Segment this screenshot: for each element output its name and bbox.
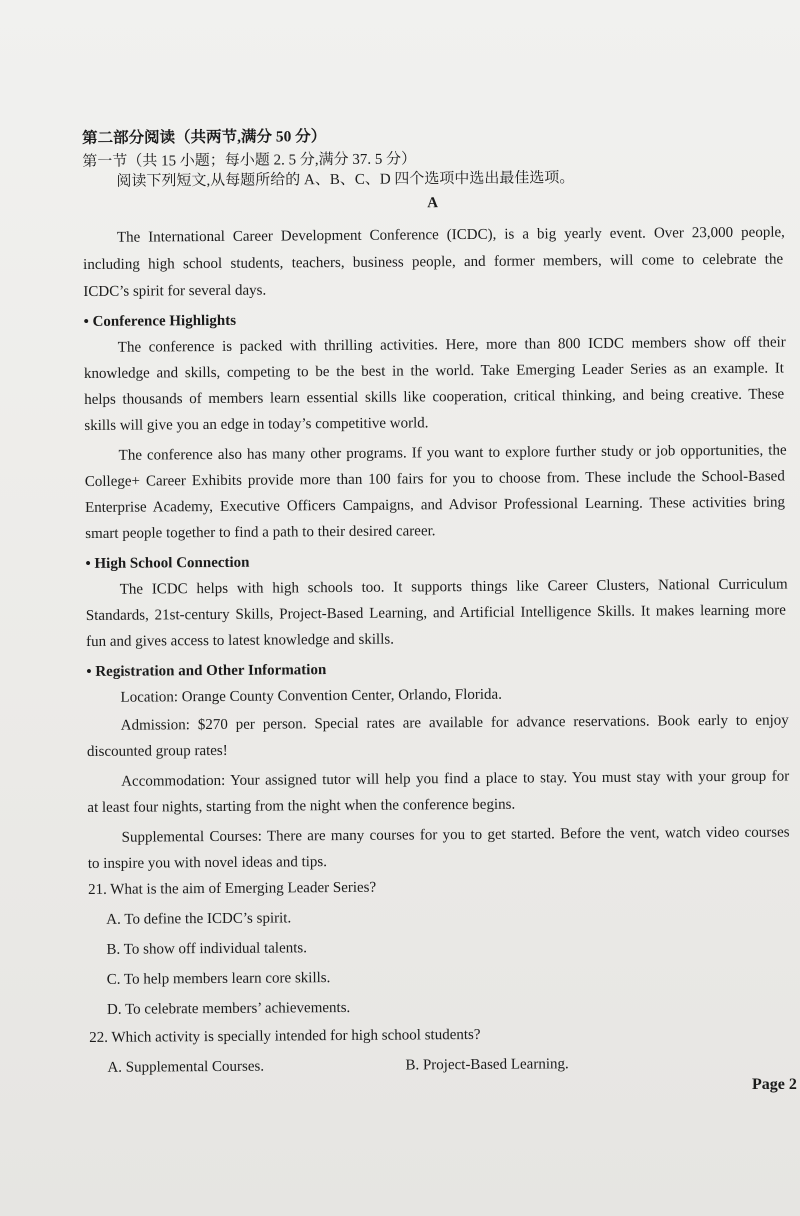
question-21-option-a: A. To define the ICDC’s spirit.	[106, 910, 292, 928]
supplemental-line-2: to inspire you with novel ideas and tips.	[87, 854, 328, 872]
highlights-p1-line-4: skills will give you an edge in today’s competitive world.	[84, 415, 429, 434]
question-21-option-c: C. To help members learn core skills.	[106, 970, 331, 988]
high-school-heading: • High School Connection	[85, 554, 250, 572]
high-school-line-1: The ICDC helps with high schools too. It supports things like Career Clusters, National Curriculum	[119, 576, 788, 598]
question-22-option-a: A. Supplemental Courses.	[107, 1058, 265, 1076]
registration-heading: • Registration and Other Information	[86, 662, 327, 680]
section-header: 第二部分阅读（共两节,满分 50 分）	[82, 128, 327, 147]
question-22-stem: 22. Which activity is specially intended for high school students?	[89, 1026, 481, 1046]
question-22-option-b: B. Project-Based Learning.	[405, 1056, 569, 1074]
accommodation-line-2: at least four nights, starting from the night when the conference begins.	[87, 796, 516, 816]
accommodation-line-1: Accommodation: Your assigned tutor will help you find a place to stay. You must stay with your group for	[121, 768, 790, 790]
high-school-line-2: Standards, 21st-century Skills, Project-Based Learning, and Artificial Intelligence Skills. It makes learning more	[85, 602, 786, 624]
highlights-p2-line-1: The conference also has many other programs. If you want to explore further study or job opportunities, the	[118, 442, 787, 464]
question-21-stem: 21. What is the aim of Emerging Leader Series?	[87, 879, 377, 898]
subsection-header: 第一节（共 15 小题；每小题 2. 5 分,满分 37. 5 分）	[82, 151, 417, 170]
page-number: Page 2	[752, 1076, 797, 1093]
bleed-through-text	[470, 110, 800, 272]
admission-line-2: discounted group rates!	[86, 742, 228, 760]
intro-line-2: including high school students, teachers, business people, and former members, will come to celebrate the	[83, 251, 784, 273]
intro-line-3: ICDC’s spirit for several days.	[83, 282, 267, 300]
highlights-heading: • Conference Highlights	[83, 312, 237, 330]
highlights-p1-line-3: helps thousands of members learn essential skills like cooperation, critical thinking, and being creative. These	[84, 386, 785, 408]
question-21-option-d: D. To celebrate members’ achievements.	[106, 999, 351, 1018]
supplemental-line-1: Supplemental Courses: There are many courses for you to get started. Before the vent, watch video courses	[121, 824, 790, 846]
location-line: Location: Orange County Convention Center, Orlando, Florida.	[120, 686, 502, 706]
high-school-line-3: fun and gives access to latest knowledge and skills.	[86, 631, 394, 650]
highlights-p2-line-2: College+ Career Exhibits provide more than 100 fairs for you to choose from. These include the School-Based	[84, 468, 785, 490]
highlights-p1-line-1: The conference is packed with thrilling activities. Here, more than 800 ICDC members show off their	[117, 334, 786, 356]
highlights-p1-line-2: knowledge and skills, competing to be the best in the world. Take Emerging Leader Series as an example. It	[83, 360, 785, 382]
highlights-p2-line-3: Enterprise Academy, Executive Officers Campaigns, and Advisor Professional Learning. These activities bring	[84, 494, 786, 516]
instruction: 阅读下列短文,从每题所给的 A、B、C、D 四个选项中选出最佳选项。	[116, 170, 575, 190]
highlights-p2-line-4: smart people together to find a path to their desired career.	[85, 523, 436, 542]
passage-letter: A	[427, 195, 439, 212]
admission-line-1: Admission: $270 per person. Special rates are available for advance reservations. Book early to enjoy	[120, 712, 789, 734]
question-21-option-b: B. To show off individual talents.	[106, 940, 308, 958]
intro-line-1: The International Career Development Conference (ICDC), is a big yearly event. Over 23,000 people,	[116, 224, 785, 246]
